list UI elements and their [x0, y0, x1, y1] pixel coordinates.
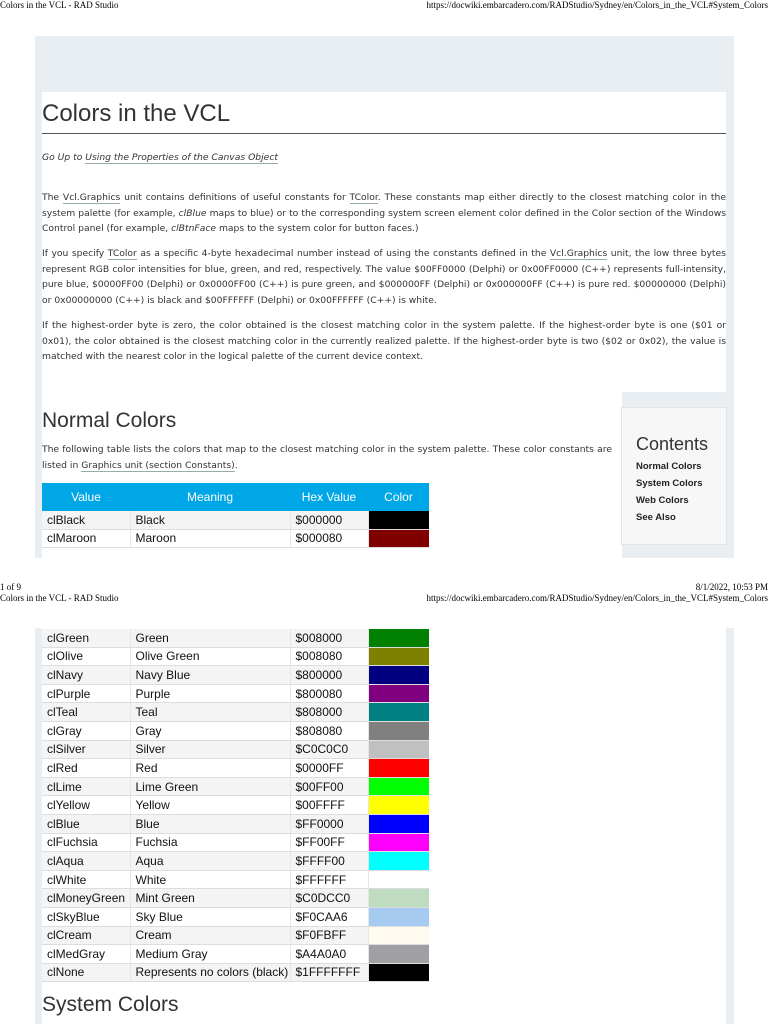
- color-swatch: [368, 777, 429, 796]
- table-row: [42, 945, 429, 964]
- color-swatch: [368, 721, 429, 740]
- hex-cell: $C0C0C0: [290, 740, 368, 759]
- hex-cell: $F0FBFF: [290, 926, 368, 945]
- print-url-2: https://docwiki.embarcadero.com/RADStudio/Sydney/en/Colors_in_the_VCL#System_Colors: [426, 593, 768, 603]
- toc-item-see-also[interactable]: See Also: [636, 512, 676, 523]
- color-swatch: [368, 684, 429, 703]
- meaning-cell: Gray: [130, 721, 290, 740]
- print-page-title-2: Colors in the VCL - RAD Studio: [0, 593, 119, 603]
- tcolor-link-2[interactable]: TColor: [107, 248, 137, 259]
- col-header-meaning: Meaning: [130, 483, 290, 511]
- toc-item-web-colors[interactable]: Web Colors: [636, 495, 689, 506]
- hex-cell: $800000: [290, 666, 368, 685]
- table-row: [42, 511, 429, 529]
- value-cell: clNavy: [42, 666, 130, 685]
- col-header-hex: Hex Value: [290, 483, 368, 511]
- color-swatch: [368, 889, 429, 908]
- meaning-cell: Black: [130, 511, 290, 529]
- meaning-cell: Navy Blue: [130, 666, 290, 685]
- value-cell: clBlue: [42, 814, 130, 833]
- hex-cell: $A4A0A0: [290, 945, 368, 964]
- palette-paragraph: If the highest-order byte is zero, the color obtained is the closest matching color in the system palette. If the highest-order byte is one ($01 or 0x01), the color obtained is the closest matching color in the currently realized palette. If the highest-order byte is two ($02 or 0x02), the value is matched with the nearest color in the logical palette of the current device context.: [42, 320, 726, 362]
- meaning-cell: Silver: [130, 740, 290, 759]
- meaning-cell: White: [130, 870, 290, 889]
- color-swatch: [368, 852, 429, 871]
- color-swatch: [368, 703, 429, 722]
- table-row: [42, 870, 429, 889]
- value-cell: clRed: [42, 759, 130, 778]
- value-cell: clYellow: [42, 796, 130, 815]
- go-up-line: [42, 150, 278, 166]
- color-swatch: [368, 870, 429, 889]
- hex-cell: $008000: [290, 629, 368, 647]
- color-swatch: [368, 963, 429, 982]
- hex-cell: $FFFFFF: [290, 870, 368, 889]
- title-divider: [42, 133, 726, 134]
- tcolor-link[interactable]: TColor: [349, 192, 378, 203]
- table-row: [42, 963, 429, 982]
- hex-cell: $808000: [290, 703, 368, 722]
- normal-colors-table: [42, 483, 429, 548]
- table-row: [42, 796, 429, 815]
- color-swatch: [368, 759, 429, 778]
- value-cell: clLime: [42, 777, 130, 796]
- value-cell: clBlack: [42, 511, 130, 529]
- value-cell: clOlive: [42, 647, 130, 666]
- hex-cell: $800080: [290, 684, 368, 703]
- vcl-graphics-link-2[interactable]: Vcl.Graphics: [549, 248, 608, 259]
- normal-colors-table-cont: [42, 629, 429, 982]
- system-colors-heading: System Colors: [42, 993, 179, 1016]
- table-row: [42, 647, 429, 666]
- table-row: [42, 777, 429, 796]
- table-row: [42, 740, 429, 759]
- table-row: [42, 666, 429, 685]
- color-swatch: [368, 814, 429, 833]
- meaning-cell: Blue: [130, 814, 290, 833]
- value-cell: clGray: [42, 721, 130, 740]
- meaning-cell: Lime Green: [130, 777, 290, 796]
- table-row: [42, 889, 429, 908]
- color-swatch: [368, 740, 429, 759]
- color-swatch: [368, 529, 429, 548]
- value-cell: clSkyBlue: [42, 907, 130, 926]
- normal-colors-heading: Normal Colors: [42, 409, 177, 432]
- table-row: [42, 703, 429, 722]
- value-cell: clSilver: [42, 740, 130, 759]
- hex-cell: $FF0000: [290, 814, 368, 833]
- meaning-cell: Cream: [130, 926, 290, 945]
- hex-cell: $1FFFFFFF: [290, 963, 368, 982]
- color-swatch: [368, 926, 429, 945]
- table-row: [42, 759, 429, 778]
- table-row: [42, 907, 429, 926]
- value-cell: clGreen: [42, 629, 130, 647]
- value-cell: clTeal: [42, 703, 130, 722]
- color-swatch: [368, 907, 429, 926]
- value-cell: clMedGray: [42, 945, 130, 964]
- go-up-link[interactable]: Using the Properties of the Canvas Object: [85, 152, 278, 163]
- table-row: [42, 721, 429, 740]
- color-swatch: [368, 945, 429, 964]
- color-swatch: [368, 796, 429, 815]
- hex-cell: $C0DCC0: [290, 889, 368, 908]
- meaning-cell: Sky Blue: [130, 907, 290, 926]
- table-row: [42, 529, 429, 548]
- print-page-title: Colors in the VCL - RAD Studio: [0, 0, 119, 10]
- col-header-value: Value: [42, 483, 130, 511]
- hex-cell: $00FF00: [290, 777, 368, 796]
- col-header-color: Color: [368, 483, 429, 511]
- table-row: [42, 833, 429, 852]
- color-swatch: [368, 511, 429, 529]
- meaning-cell: Green: [130, 629, 290, 647]
- print-header-top: [0, 0, 768, 12]
- meaning-cell: Olive Green: [130, 647, 290, 666]
- hex-cell: $00FFFF: [290, 796, 368, 815]
- table-row: [42, 684, 429, 703]
- value-cell: clMaroon: [42, 529, 130, 548]
- print-header-page2: [0, 593, 768, 605]
- meaning-cell: Medium Gray: [130, 945, 290, 964]
- hex-cell: $F0CAA6: [290, 907, 368, 926]
- color-swatch: [368, 647, 429, 666]
- table-row: [42, 629, 429, 647]
- color-swatch: [368, 629, 429, 647]
- hex-cell: $FF00FF: [290, 833, 368, 852]
- meaning-cell: Teal: [130, 703, 290, 722]
- contents-title: Contents: [636, 434, 709, 454]
- table-header-row: [42, 483, 429, 511]
- hex-cell: $000000: [290, 511, 368, 529]
- toc-item-normal-colors[interactable]: Normal Colors: [636, 461, 702, 472]
- meaning-cell: Purple: [130, 684, 290, 703]
- hex-cell: $808080: [290, 721, 368, 740]
- value-cell: clCream: [42, 926, 130, 945]
- hex-cell: $FFFF00: [290, 852, 368, 871]
- hex-cell: $008080: [290, 647, 368, 666]
- value-cell: clNone: [42, 963, 130, 982]
- meaning-cell: Mint Green: [130, 889, 290, 908]
- page-title: Colors in the VCL: [42, 100, 231, 127]
- hex-cell: $000080: [290, 529, 368, 548]
- contents-box: [621, 407, 727, 545]
- go-up-prefix: Go Up to: [42, 152, 86, 163]
- hex-cell: $0000FF: [290, 759, 368, 778]
- color-swatch: [368, 666, 429, 685]
- value-cell: clFuchsia: [42, 833, 130, 852]
- table-row: [42, 852, 429, 871]
- meaning-cell: Aqua: [130, 852, 290, 871]
- table-row: [42, 926, 429, 945]
- graphics-unit-link[interactable]: Graphics unit (section Constants): [81, 459, 235, 471]
- table-row: [42, 814, 429, 833]
- table-intro-paragraph: The following table lists the colors that map to the closest matching color in the system palette. These color constants are listed in Graphics unit (section Constants).: [42, 444, 612, 471]
- value-cell: clPurple: [42, 684, 130, 703]
- meaning-cell: Red: [130, 759, 290, 778]
- value-cell: clWhite: [42, 870, 130, 889]
- toc-item-system-colors[interactable]: System Colors: [636, 478, 703, 489]
- print-page-number: 1 of 9: [0, 582, 21, 592]
- value-cell: clMoneyGreen: [42, 889, 130, 908]
- print-datetime: 8/1/2022, 10:53 PM: [695, 582, 768, 592]
- print-url: https://docwiki.embarcadero.com/RADStudio/Sydney/en/Colors_in_the_VCL#System_Colors: [426, 0, 768, 10]
- meaning-cell: Yellow: [130, 796, 290, 815]
- meaning-cell: Represents no colors (black): [130, 963, 290, 982]
- hex-paragraph: If you specify TColor as a specific 4-byte hexadecimal number instead of using the constants defined in the Vcl.Graphics unit, the low three bytes represent RGB color intensities for blue, green, and red, respectively. The value $00FF0000 (Delphi) or 0x00FF0000 (C++) represents full-intensity, pure blue, $0000FF00 (Delphi) or 0x0000FF00 (C++) is pure green, and $000000FF (Delphi) or 0x000000FF (C++) is pure red. $00000000 (Delphi) or 0x00000000 (C++) is black and $00FFFFFF (Delphi) or 0x00FFFFFF (C++) is white.: [42, 248, 726, 306]
- value-cell: clAqua: [42, 852, 130, 871]
- color-swatch: [368, 833, 429, 852]
- meaning-cell: Maroon: [130, 529, 290, 548]
- meaning-cell: Fuchsia: [130, 833, 290, 852]
- vcl-graphics-link[interactable]: Vcl.Graphics: [62, 192, 121, 203]
- intro-paragraph: The Vcl.Graphics unit contains definitions of useful constants for TColor. These constants map either directly to the closest matching color in the system palette (for example, clBlue maps to blue) or to the corresponding system screen element color defined in the Color section of the Windows Control panel (for example, clBtnFace maps to the system color for button faces.): [42, 192, 727, 234]
